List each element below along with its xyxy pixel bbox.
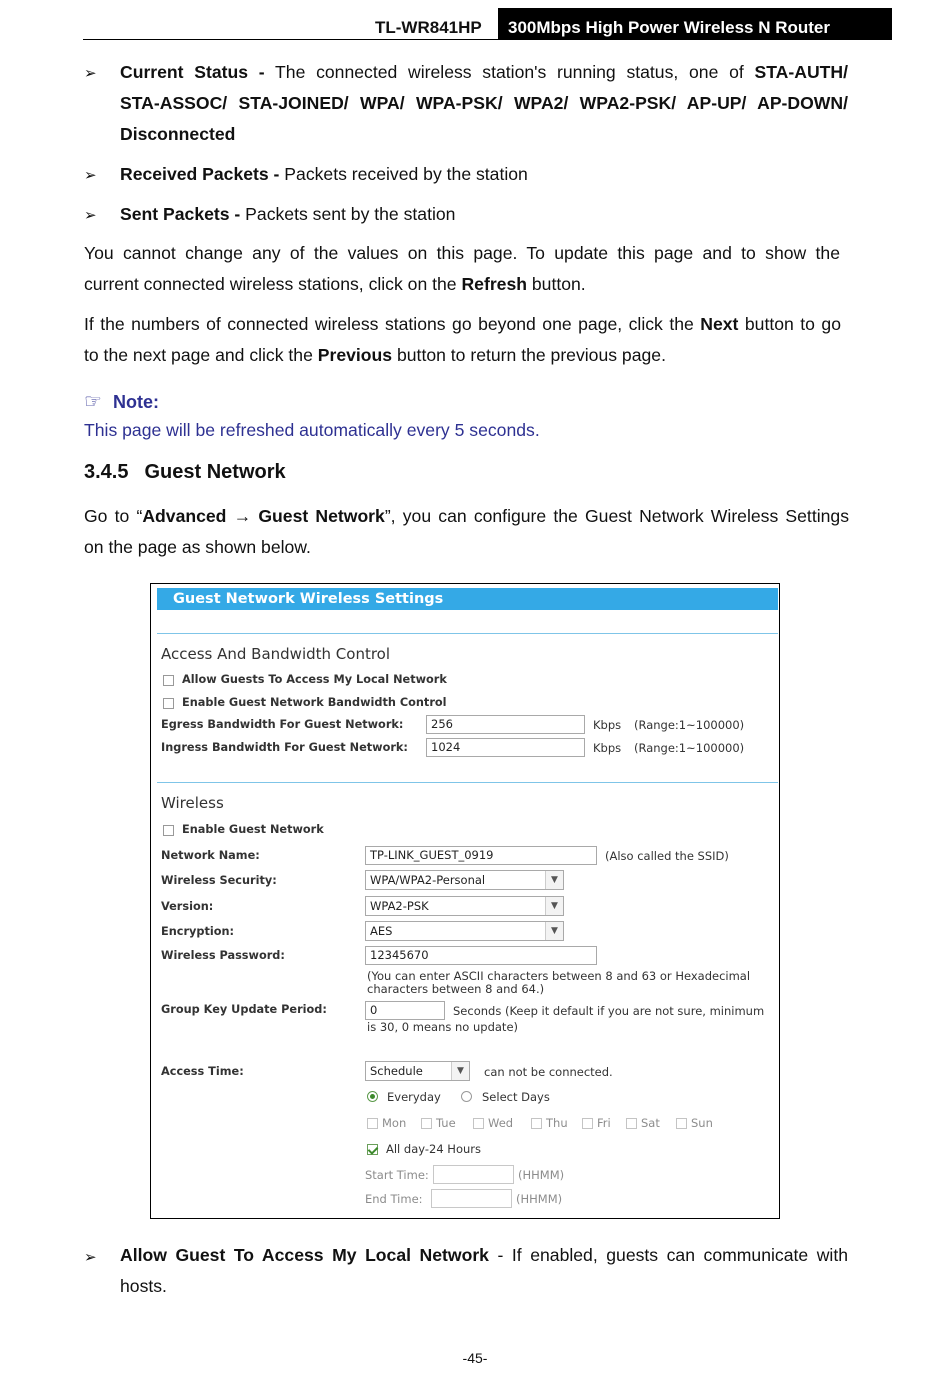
note-label: Note:: [112, 392, 159, 412]
wireless-heading: Wireless: [161, 794, 224, 812]
menu-guest-network: Guest Network: [258, 506, 385, 526]
section-divider: [157, 633, 778, 634]
select-days-label: Select Days: [482, 1090, 550, 1104]
term-current-status: Current Status -: [120, 62, 265, 82]
bullet-arrow-icon: ➢: [84, 167, 97, 184]
egress-range: (Range:1~100000): [634, 718, 745, 732]
wireless-password-label: Wireless Password:: [161, 949, 285, 962]
day-checkbox-thu[interactable]: [531, 1118, 542, 1129]
chevron-down-icon: ▼: [451, 1062, 469, 1080]
network-name-label: Network Name:: [161, 849, 260, 862]
start-time-format: (HHMM): [518, 1168, 565, 1182]
end-time-label: End Time:: [365, 1192, 423, 1206]
previous-term: Previous: [317, 345, 393, 365]
egress-label: Egress Bandwidth For Guest Network:: [161, 718, 404, 731]
start-time-input[interactable]: [433, 1165, 514, 1184]
allow-guest-text: - If enabled, guests can communicate with: [488, 1245, 848, 1265]
paragraph-paging-text-2: button to go: [738, 314, 841, 334]
allow-guests-label: Allow Guests To Access My Local Network: [182, 673, 447, 686]
version-value: WPA2-PSK: [370, 899, 429, 913]
header-product-title: 300Mbps High Power Wireless N Router: [498, 8, 892, 40]
chevron-down-icon: ▼: [545, 922, 563, 940]
paragraph-paging: [84, 309, 841, 371]
term-allow-guest: Allow Guest To Access My Local Network: [120, 1245, 489, 1265]
note-heading: [84, 389, 159, 414]
next-term: Next: [700, 314, 739, 334]
header-model: TL-WR841HP: [375, 18, 482, 37]
term-received-packets: Received Packets -: [120, 164, 280, 184]
intro-paragraph: [84, 501, 849, 563]
day-checkbox-sat[interactable]: [626, 1118, 637, 1129]
refresh-term: Refresh: [461, 274, 527, 294]
section-divider: [157, 782, 778, 783]
enable-bandwidth-checkbox[interactable]: [163, 698, 174, 709]
current-status-values-3: Disconnected: [120, 124, 236, 144]
encryption-label: Encryption:: [161, 925, 235, 938]
paragraph-paging-text-3: to the next page and click the: [84, 345, 318, 365]
day-label-sun: Sun: [691, 1116, 713, 1130]
ssid-hint: (Also called the SSID): [605, 849, 729, 863]
header-divider: [83, 39, 892, 40]
network-name-input[interactable]: TP-LINK_GUEST_0919: [365, 846, 597, 865]
intro-text-2: ”, you can configure the Guest Network Wireless Settings: [384, 506, 849, 526]
current-status-text: The connected wireless station's running status, one of: [264, 62, 755, 82]
password-hint-line1: (You can enter ASCII characters between 8 and 63 or Hexadecimal: [367, 969, 751, 983]
arrow-right-icon: →: [233, 506, 252, 526]
paragraph-paging-text: If the numbers of connected wireless stations go beyond one page, click the: [84, 314, 701, 334]
group-key-hint-1: Seconds (Keep it default if you are not sure, minimum: [453, 1004, 765, 1018]
section-title: Guest Network: [144, 461, 286, 483]
day-checkbox-mon[interactable]: [367, 1118, 378, 1129]
enable-guest-network-label: Enable Guest Network: [182, 823, 324, 836]
paragraph-refresh-end: button.: [526, 274, 586, 294]
bullet-arrow-icon: ➢: [84, 65, 97, 82]
day-label-mon: Mon: [382, 1116, 407, 1130]
start-time-label: Start Time:: [365, 1168, 429, 1182]
group-key-input[interactable]: 0: [365, 1001, 445, 1020]
day-checkbox-fri[interactable]: [582, 1118, 593, 1129]
ingress-unit: Kbps: [593, 741, 622, 755]
password-hint-line2: characters between 8 and 64.): [367, 982, 545, 996]
access-time-value: Schedule: [370, 1064, 423, 1078]
allow-guest-text-2: hosts.: [120, 1276, 167, 1296]
end-time-input[interactable]: [431, 1189, 512, 1208]
received-packets-text: Packets received by the station: [279, 164, 528, 184]
wireless-security-label: Wireless Security:: [161, 874, 277, 887]
wireless-password-input[interactable]: 12345670: [365, 946, 597, 965]
egress-input[interactable]: 256: [426, 715, 585, 734]
bullet-arrow-icon: ➢: [84, 207, 97, 224]
day-label-thu: Thu: [546, 1116, 568, 1130]
ingress-label: Ingress Bandwidth For Guest Network:: [161, 741, 408, 754]
chevron-down-icon: ▼: [545, 897, 563, 915]
section-number: 3.4.5: [84, 461, 129, 483]
day-label-tue: Tue: [436, 1116, 456, 1130]
day-checkbox-sun[interactable]: [676, 1118, 687, 1129]
term-sent-packets: Sent Packets -: [120, 204, 241, 224]
ingress-input[interactable]: 1024: [426, 738, 585, 757]
day-checkbox-tue[interactable]: [421, 1118, 432, 1129]
day-checkbox-wed[interactable]: [473, 1118, 484, 1129]
page-number: -45-: [462, 1350, 488, 1366]
password-hint: [367, 970, 750, 996]
day-label-fri: Fri: [597, 1116, 611, 1130]
paragraph-refresh-text: current connected wireless stations, click on the: [84, 274, 462, 294]
access-time-hint: can not be connected.: [484, 1065, 613, 1079]
access-time-select[interactable]: [365, 1061, 470, 1081]
encryption-value: AES: [370, 924, 393, 938]
all-day-label: All day-24 Hours: [386, 1142, 481, 1156]
chevron-down-icon: ▼: [545, 871, 563, 889]
current-status-values-2: STA-ASSOC/ STA-JOINED/ WPA/ WPA-PSK/ WPA2/ WPA2-PSK/ AP-UP/ AP-DOWN/: [120, 93, 848, 113]
enable-guest-network-checkbox[interactable]: [163, 825, 174, 836]
version-select[interactable]: [365, 896, 564, 916]
section-heading: [84, 461, 286, 484]
encryption-select[interactable]: [365, 921, 564, 941]
intro-text: Go to “: [84, 506, 143, 526]
all-day-checkbox[interactable]: [367, 1144, 378, 1155]
version-label: Version:: [161, 900, 214, 913]
guest-network-settings-screenshot: [150, 583, 780, 1219]
access-time-label: Access Time:: [161, 1065, 244, 1078]
current-status-values-1: STA-AUTH/: [754, 62, 848, 82]
everyday-label: Everyday: [387, 1090, 441, 1104]
bullet-allow-guest: [120, 1240, 848, 1302]
bullet-received-packets: [120, 159, 848, 190]
everyday-radio[interactable]: [367, 1091, 378, 1102]
allow-guests-checkbox[interactable]: [163, 675, 174, 686]
settings-title-bar: Guest Network Wireless Settings: [157, 588, 778, 610]
paragraph-paging-end: button to return the previous page.: [392, 345, 666, 365]
paragraph-refresh: [84, 238, 840, 300]
group-key-hint-2: is 30, 0 means no update): [367, 1020, 519, 1034]
intro-line2: on the page as shown below.: [84, 537, 311, 557]
select-days-radio[interactable]: [461, 1091, 472, 1102]
access-bandwidth-heading: Access And Bandwidth Control: [161, 645, 391, 663]
menu-advanced: Advanced: [142, 506, 227, 526]
note-text: This page will be refreshed automatically every 5 seconds.: [84, 420, 540, 440]
egress-unit: Kbps: [593, 718, 622, 732]
sent-packets-text: Packets sent by the station: [240, 204, 456, 224]
pointing-hand-icon: ☞: [84, 391, 102, 413]
paragraph-refresh-line1: You cannot change any of the values on this page. To update this page and to show the: [84, 243, 840, 263]
wireless-security-value: WPA/WPA2-Personal: [370, 873, 486, 887]
enable-bandwidth-label: Enable Guest Network Bandwidth Control: [182, 696, 447, 709]
bullet-current-status: [120, 57, 848, 150]
group-key-label: Group Key Update Period:: [161, 1003, 327, 1016]
wireless-security-select[interactable]: [365, 870, 564, 890]
day-label-wed: Wed: [488, 1116, 514, 1130]
bullet-arrow-icon: ➢: [84, 1249, 97, 1266]
bullet-sent-packets: [120, 199, 848, 230]
end-time-format: (HHMM): [516, 1192, 563, 1206]
ingress-range: (Range:1~100000): [634, 741, 745, 755]
day-label-sat: Sat: [641, 1116, 660, 1130]
